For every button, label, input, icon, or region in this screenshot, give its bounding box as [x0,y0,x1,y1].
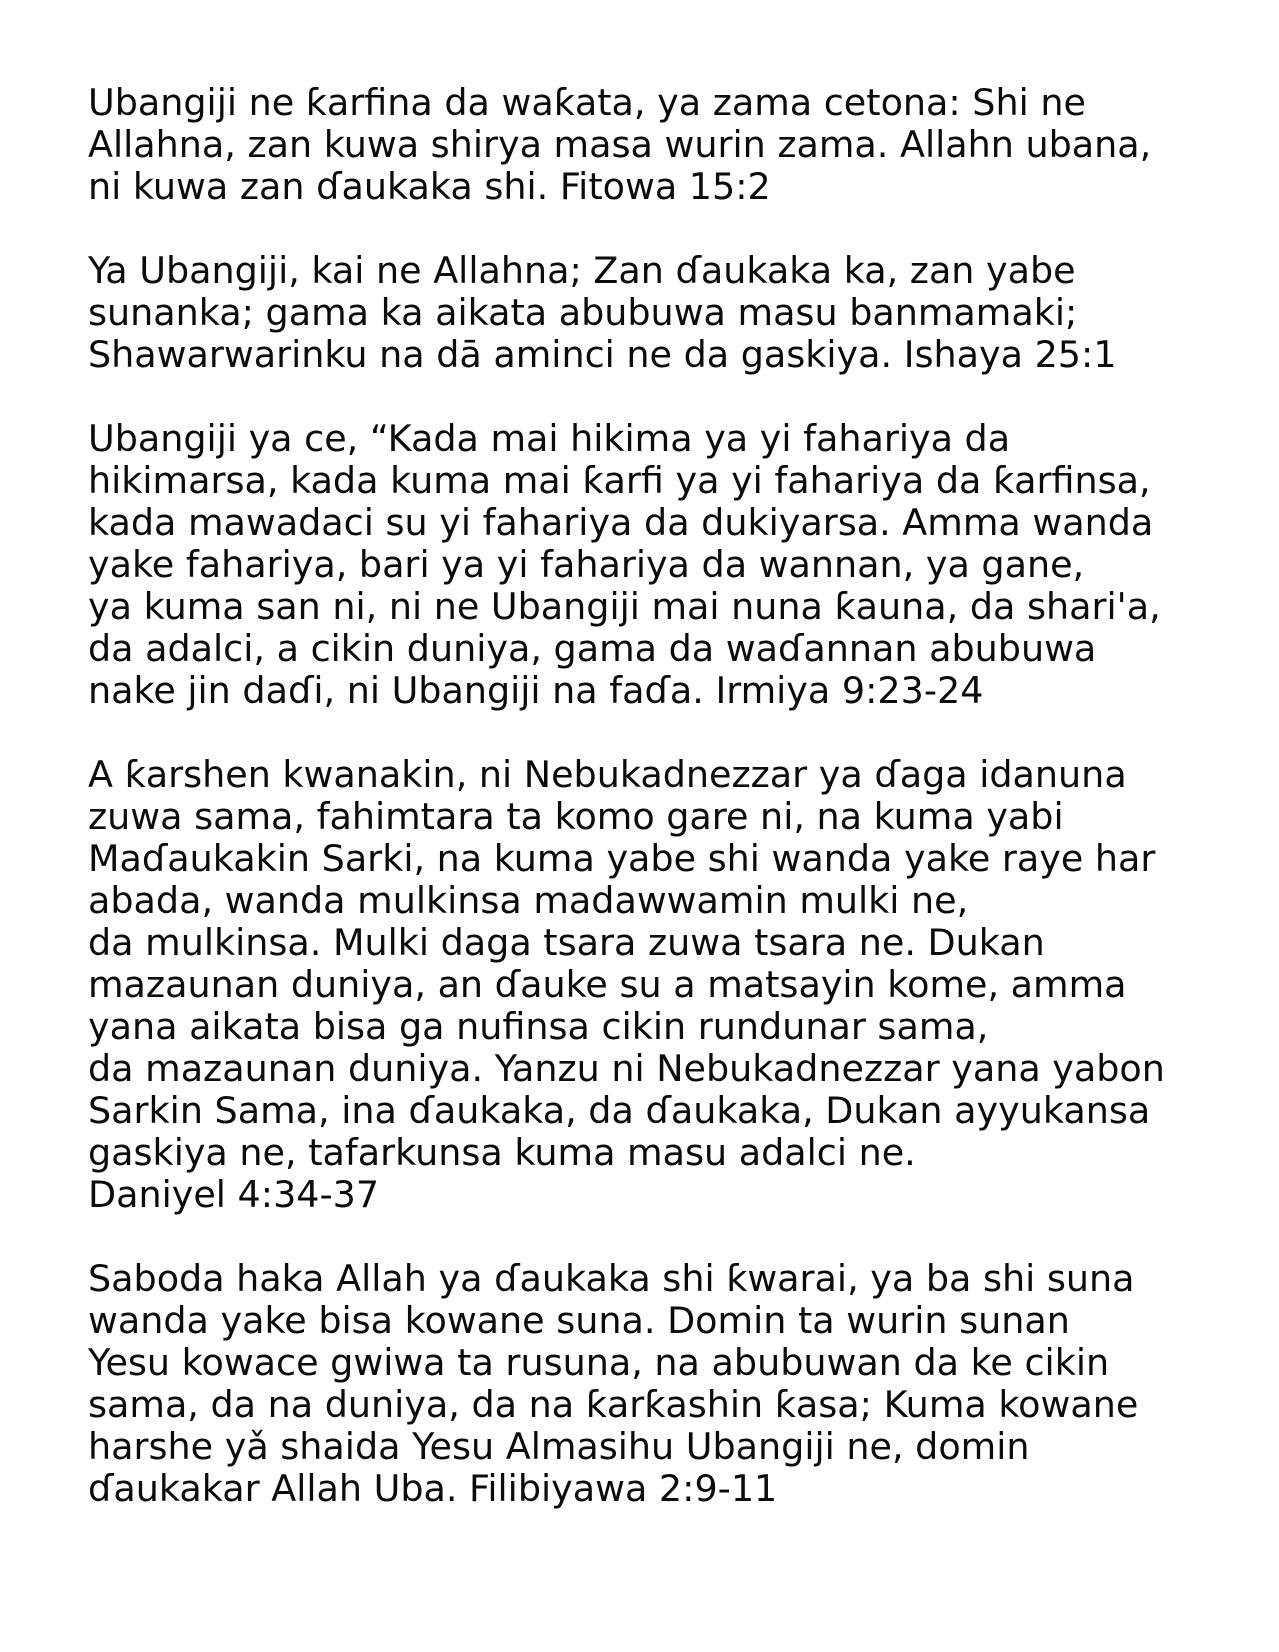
text-line: Ya Ubangiji, kai ne Allahna; Zan ɗaukaka ka, zan yabe [88,249,1076,292]
text-line: da adalci, a cikin duniya, gama da waɗannan abubuwa [88,627,1097,670]
text-line: sama, da na duniya, da na ƙarƙashin ƙasa; Kuma kowane [88,1383,1139,1426]
verse-paragraph-filibiyawa [88,1258,1218,1510]
verse-paragraph-irmiya [88,418,1218,712]
text-line: ɗaukakar Allah Uba. Filibiyawa 2:9-11 [88,1467,778,1510]
text-line: nake jin daɗi, ni Ubangiji na faɗa. Irmiya 9:23-24 [88,669,984,712]
text-line: Allahna, zan kuwa shirya masa wurin zama. Allahn ubana, [88,123,1152,166]
text-line: Ubangiji ne ƙarfina da waƙata, ya zama cetona: Shi ne [88,81,1086,124]
text-line: ni kuwa zan ɗaukaka shi. Fitowa 15:2 [88,165,771,208]
text-line: yana aikata bisa ga nufinsa cikin rundunar sama, [88,1005,989,1048]
text-line: da mazaunan duniya. Yanzu ni Nebukadnezzar yana yabon [88,1047,1165,1090]
text-line: zuwa sama, fahimtara ta komo gare ni, na kuma yabi [88,795,1064,838]
text-line: hikimarsa, kada kuma mai ƙarfi ya yi fahariya da ƙarfinsa, [88,459,1151,502]
text-line: Sarkin Sama, ina ɗaukaka, da ɗaukaka, Dukan ayyukansa [88,1089,1151,1132]
text-line: wanda yake bisa kowane suna. Domin ta wurin sunan [88,1299,1070,1342]
verse-paragraph-fitowa [88,82,1218,208]
text-line: gaskiya ne, tafarkunsa kuma masu adalci ne. [88,1131,916,1174]
text-line: kada mawadaci su yi fahariya da dukiyarsa. Amma wanda [88,501,1154,544]
text-line: harshe yǎ shaida Yesu Almasihu Ubangiji ne, domin [88,1425,1030,1468]
text-line: Maɗaukakin Sarki, na kuma yabe shi wanda yake raye har [88,837,1156,880]
text-line: abada, wanda mulkinsa madawwamin mulki ne, [88,879,969,922]
text-line: mazaunan duniya, an ɗauke su a matsayin kome, amma [88,963,1127,1006]
text-line: yake fahariya, bari ya yi fahariya da wannan, ya gane, [88,543,1085,586]
text-line: Saboda haka Allah ya ɗaukaka shi ƙwarai, ya ba shi suna [88,1257,1135,1300]
document-page [88,82,1218,1552]
text-line: Daniyel 4:34-37 [88,1173,380,1216]
text-line: ya kuma san ni, ni ne Ubangiji mai nuna ƙauna, da shari'a, [88,585,1161,628]
text-line: Shawarwarinku na dā aminci ne da gaskiya. Ishaya 25:1 [88,333,1117,376]
text-line: da mulkinsa. Mulki daga tsara zuwa tsara ne. Dukan [88,921,1045,964]
text-line: sunanka; gama ka aikata abubuwa masu banmamaki; [88,291,1078,334]
text-line: Yesu kowace gwiwa ta rusuna, na abubuwan da ke cikin [88,1341,1110,1384]
text-line: Ubangiji ya ce, “Kada mai hikima ya yi fahariya da [88,417,1011,460]
verse-paragraph-ishaya [88,250,1218,376]
text-line: A ƙarshen kwanakin, ni Nebukadnezzar ya ɗaga idanuna [88,753,1127,796]
verse-paragraph-daniyel [88,754,1218,1216]
